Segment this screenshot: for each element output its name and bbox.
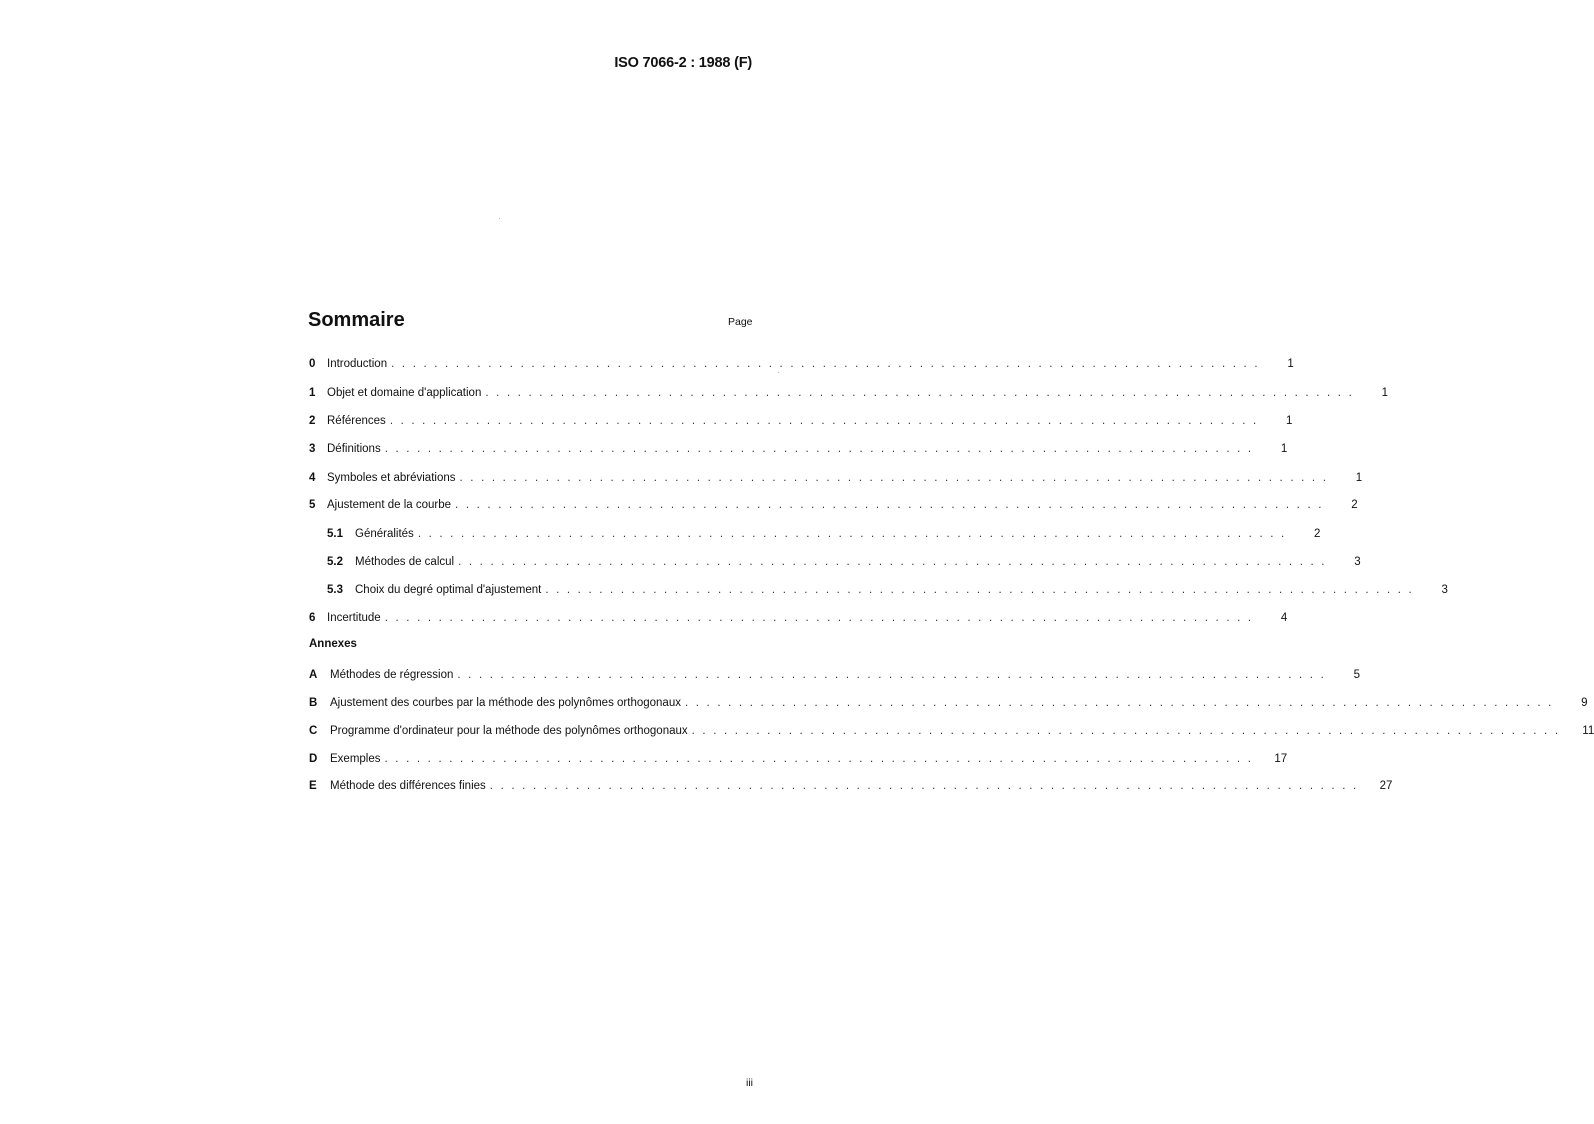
toc-entry-label: Symboles et abréviations [327,472,456,484]
toc-leader-dots: . . . . . . . . . . . . . . . . . . . . . . . . . . . . . . . . . . . . . . . . . . . . . . . . . . . . . . . . . . . . . . . . . . . . . . . . . . . . . . . . . [384,443,1254,455]
toc-entry-label: Références [327,415,386,427]
toc-leader-dots: . . . . . . . . . . . . . . . . . . . . . . . . . . . . . . . . . . . . . . . . . . . . . . . . . . . . . . . . . . . . . . . . . . . . . . . . . . . . . . . . . [459,472,1329,484]
toc-entry-page: 5 [1353,669,1360,681]
toc-entry[interactable] [309,471,1363,485]
toc-leader-dots: . . . . . . . . . . . . . . . . . . . . . . . . . . . . . . . . . . . . . . . . . . . . . . . . . . . . . . . . . . . . . . . . . . . . . . . . . . . . . . . . . [489,780,1359,792]
toc-leader-dots: . . . . . . . . . . . . . . . . . . . . . . . . . . . . . . . . . . . . . . . . . . . . . . . . . . . . . . . . . . . . . . . . . . . . . . . . . . . . . . . . . [389,415,1259,427]
page-column-header: Page [728,316,753,328]
scan-speck [499,218,500,219]
toc-leader-dots: . . . . . . . . . . . . . . . . . . . . . . . . . . . . . . . . . . . . . . . . . . . . . . . . . . . . . . . . . . . . . . . . . . . . . . . . . . . . . . . . . [458,556,1327,568]
toc-entry-page: 27 [1379,780,1393,792]
toc-entry[interactable] [309,386,1388,400]
toc-entry-label: Méthodes de calcul [355,556,455,568]
toc-leader-dots: . . . . . . . . . . . . . . . . . . . . . . . . . . . . . . . . . . . . . . . . . . . . . . . . . . . . . . . . . . . . . . . . . . . . . . . . . . . . . . . . . [391,358,1260,370]
toc-entry-label: Incertitude [327,612,381,624]
toc-entry-page: 1 [1381,387,1388,399]
toc-leader-dots: . . . . . . . . . . . . . . . . . . . . . . . . . . . . . . . . . . . . . . . . . . . . . . . . . . . . . . . . . . . . . . . . . . . . . . . . . . . . . . . . . [455,499,1324,511]
toc-entry-number: E [309,780,317,792]
toc-entry-number: 5 [309,499,316,511]
scan-speck [778,372,779,373]
toc-annex-entry[interactable] [309,724,1594,738]
toc-entry-page: 9 [1581,697,1588,709]
toc-entry-number: 1 [309,387,316,399]
toc-entry-number: 4 [309,472,316,484]
toc-entry-label: Objet et domaine d'application [327,387,482,399]
toc-entry[interactable] [309,498,1358,512]
toc-entry-page: 3 [1441,584,1448,596]
toc-subentry[interactable] [327,555,1361,569]
page-number: iii [746,1077,753,1089]
toc-entry-label: Programme d'ordinateur pour la méthode des polynômes orthogonaux [330,725,688,737]
toc-leader-dots: . . . . . . . . . . . . . . . . . . . . . . . . . . . . . . . . . . . . . . . . . . . . . . . . . . . . . . . . . . . . . . . . . . . . . . . . . . . . . . . . . [684,697,1554,709]
toc-leader-dots: . . . . . . . . . . . . . . . . . . . . . . . . . . . . . . . . . . . . . . . . . . . . . . . . . . . . . . . . . . . . . . . . . . . . . . . . . . . . . . . . . [691,725,1561,737]
toc-subentry[interactable] [327,583,1448,597]
toc-entry-number: D [309,753,318,765]
toc-entry-number: 5.3 [327,584,343,596]
toc-entry-page: 1 [1355,472,1363,484]
page-title: Sommaire [308,309,405,331]
toc-entry-number: 6 [309,612,316,624]
toc-entry-page: 4 [1280,612,1288,624]
toc-leader-dots: . . . . . . . . . . . . . . . . . . . . . . . . . . . . . . . . . . . . . . . . . . . . . . . . . . . . . . . . . . . . . . . . . . . . . . . . . . . . . . . . . [485,387,1354,399]
toc-entry-page: 17 [1274,753,1288,765]
toc-entry-label: Généralités [355,528,414,540]
toc-entry-number: 2 [309,415,316,427]
toc-annex-entry[interactable] [309,752,1288,766]
annexes-heading: Annexes [309,638,357,650]
toc-leader-dots: . . . . . . . . . . . . . . . . . . . . . . . . . . . . . . . . . . . . . . . . . . . . . . . . . . . . . . . . . . . . . . . . . . . . . . . . . . . . . . . . . [384,612,1254,624]
toc-entry[interactable] [309,414,1293,428]
toc-entry-label: Ajustement des courbes par la méthode des polynômes orthogonaux [330,697,681,709]
toc-entry-number: 5.2 [327,556,343,568]
toc-entry-page: 1 [1287,358,1294,370]
toc-entry-label: Exemples [330,753,381,765]
toc-entry-page: 1 [1286,415,1293,427]
toc-entry-number: A [309,669,318,681]
toc-leader-dots: . . . . . . . . . . . . . . . . . . . . . . . . . . . . . . . . . . . . . . . . . . . . . . . . . . . . . . . . . . . . . . . . . . . . . . . . . . . . . . . . . [545,584,1414,596]
toc-entry-page: 2 [1314,528,1321,540]
toc-annex-entry[interactable] [309,668,1360,682]
toc-entry-label: Choix du degré optimal d'ajustement [355,584,542,596]
toc-entry-page: 1 [1280,443,1288,455]
toc-entry-number: C [309,725,318,737]
toc-entry-page: 11 [1582,725,1594,737]
toc-entry[interactable] [309,442,1288,456]
toc-entry-label: Introduction [327,358,388,370]
toc-entry-number: 5.1 [327,528,343,540]
toc-entry-number: B [309,697,318,709]
toc-entry[interactable] [309,357,1294,371]
toc-annex-entry[interactable] [309,696,1588,710]
toc-entry-page: 2 [1351,499,1358,511]
toc-entry-label: Méthode des différences finies [330,780,486,792]
document-id: ISO 7066-2 : 1988 (F) [614,55,752,71]
toc-leader-dots: . . . . . . . . . . . . . . . . . . . . . . . . . . . . . . . . . . . . . . . . . . . . . . . . . . . . . . . . . . . . . . . . . . . . . . . . . . . . . . . . . [457,669,1326,681]
toc-entry-number: 3 [309,443,316,455]
toc-entry-number: 0 [309,358,316,370]
toc-entry-page: 3 [1354,556,1361,568]
toc-entry-label: Ajustement de la courbe [327,499,452,511]
toc-leader-dots: . . . . . . . . . . . . . . . . . . . . . . . . . . . . . . . . . . . . . . . . . . . . . . . . . . . . . . . . . . . . . . . . . . . . . . . . . . . . . . . . . [417,528,1287,540]
toc-leader-dots: . . . . . . . . . . . . . . . . . . . . . . . . . . . . . . . . . . . . . . . . . . . . . . . . . . . . . . . . . . . . . . . . . . . . . . . . . . . . . . . . . [384,753,1254,765]
toc-entry-label: Méthodes de régression [330,669,454,681]
toc-entry[interactable] [309,611,1288,625]
toc-subentry[interactable] [327,527,1321,541]
toc-annex-entry[interactable] [309,779,1393,793]
toc-entry-label: Définitions [327,443,381,455]
